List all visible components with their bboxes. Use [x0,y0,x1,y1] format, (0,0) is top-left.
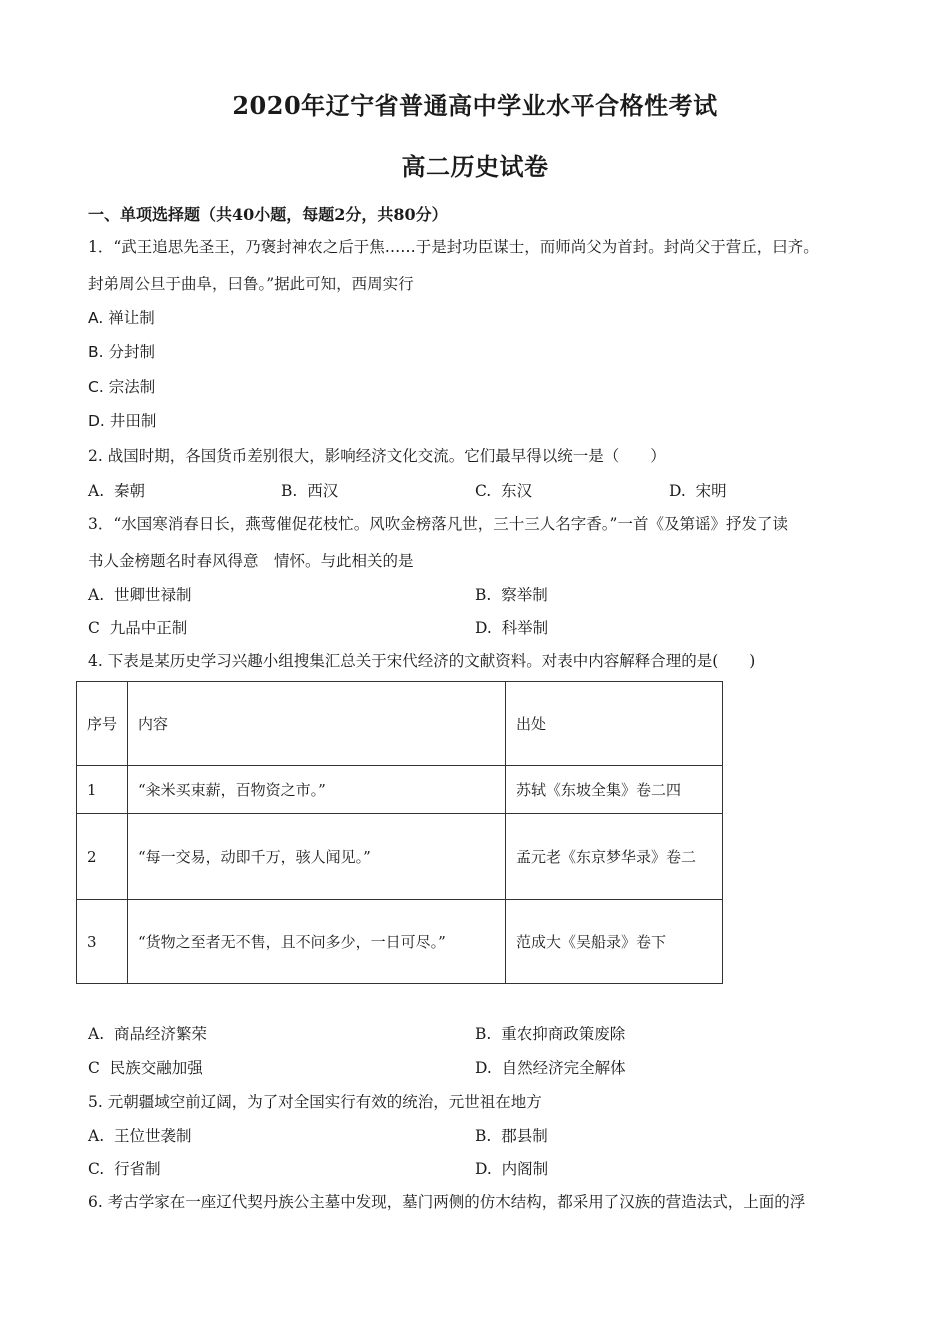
q3-option-d[interactable] [475,616,548,638]
option-text: 行省制 [114,1160,161,1178]
table-header-cell: 序号 [77,682,128,766]
option-label: B. [475,586,492,604]
q2-option-a[interactable] [88,479,145,501]
q2-option-d[interactable] [669,479,727,501]
table-cell: 1 [77,766,128,814]
table-header-cell: 内容 [128,682,506,766]
question-5-text: 5. 元朝疆域空前辽阔，为了对全国实行有效的统治，元世祖在地方 [88,1093,542,1111]
option-label: D. [88,412,105,430]
table-row [77,766,723,814]
option-text: 宗法制 [108,378,156,396]
q3-option-b[interactable] [475,583,548,605]
source-table [76,681,723,984]
table-cell: “货物之至者无不售，且不问多少，一日可尽。” [128,900,506,984]
section-heading: 一、单项选择题（共40小题，每题2分，共80分） [88,205,448,224]
option-text: 宋明 [695,482,727,500]
option-label: D. [475,1059,492,1077]
table-cell: 3 [77,900,128,984]
option-label: B. [475,1127,492,1145]
q5-option-b[interactable] [475,1124,548,1146]
option-text: 井田制 [109,412,157,430]
q4-option-d[interactable] [475,1056,626,1078]
exam-title: 2020年辽宁省普通高中学业水平合格性考试 [232,91,718,120]
option-label: C [88,1059,100,1077]
q1-option-a[interactable] [88,306,155,328]
option-text: 禅让制 [108,309,155,327]
option-label: B. [88,343,104,361]
option-label: A. [88,482,105,500]
option-label: C [88,619,100,637]
option-text: 郡县制 [501,1127,548,1145]
option-text: 世卿世禄制 [113,586,192,604]
option-label: C. [88,1160,105,1178]
table-row [77,814,723,900]
option-text: 自然经济完全解体 [501,1059,626,1077]
option-label: A. [88,1025,105,1043]
option-label: D. [475,1160,492,1178]
option-text: 秦朝 [113,482,145,500]
option-label: A. [88,1127,105,1145]
q5-option-a[interactable] [88,1124,192,1146]
option-label: A. [88,586,105,604]
table-row [77,900,723,984]
option-text: 重农抑商政策废除 [501,1025,626,1043]
option-text: 民族交融加强 [109,1059,203,1077]
question-1-text-cont: 封弟周公旦于曲阜，曰鲁。”据此可知，西周实行 [88,275,414,293]
option-text: 分封制 [108,343,156,361]
table-cell: “籴米买束薪，百物资之市。” [128,766,506,814]
option-label: A. [88,309,104,327]
option-label: C. [88,378,104,396]
option-text: 商品经济繁荣 [113,1025,207,1043]
q4-option-c[interactable] [88,1056,203,1078]
table-cell: 范成大《吴船录》卷下 [506,900,723,984]
table-header-row [77,682,723,766]
table-cell: “每一交易，动即千万，骇人闻见。” [128,814,506,900]
table-cell: 2 [77,814,128,900]
q3-option-c[interactable] [88,616,187,638]
q2-option-b[interactable] [281,479,338,501]
option-text: 九品中正制 [109,619,188,637]
option-label: B. [475,1025,492,1043]
option-label: D. [669,482,686,500]
q5-option-d[interactable] [475,1157,548,1179]
q4-option-a[interactable] [88,1022,207,1044]
option-text: 察举制 [501,586,548,604]
exam-subtitle: 高二历史试卷 [401,152,549,181]
q1-option-c[interactable] [88,375,155,397]
q1-option-b[interactable] [88,340,155,362]
option-text: 王位世袭制 [113,1127,192,1145]
q1-option-d[interactable] [88,409,156,431]
q5-option-c[interactable] [88,1157,161,1179]
option-label: D. [475,619,492,637]
option-label: B. [281,482,298,500]
question-1-text: 1．“武王追思先圣王，乃褒封神农之后于焦……于是封功臣谋士，而师尚父为首封。封尚父于营丘，曰齐。 [88,238,819,256]
question-2-text: 2. 战国时期，各国货币差别很大，影响经济文化交流。它们最早得以统一是（ ） [88,447,666,465]
q3-option-a[interactable] [88,583,192,605]
table-cell: 苏轼《东坡全集》卷二四 [506,766,723,814]
option-label: C. [475,482,492,500]
question-3-text: 3．“水国寒消春日长，燕莺催促花枝忙。风吹金榜落凡世，三十三人名字香。”一首《及第谣》抒发了读 [88,515,788,533]
question-6-text: 6. 考古学家在一座辽代契丹族公主墓中发现，墓门两侧的仿木结构，都采用了汉族的营造法式，上面的浮 [88,1193,806,1211]
table-cell: 孟元老《东京梦华录》卷二 [506,814,723,900]
option-text: 西汉 [307,482,339,500]
question-3-text-cont: 书人金榜题名时春风得意 情怀。与此相关的是 [88,552,414,570]
q4-option-b[interactable] [475,1022,625,1044]
question-4-text: 4. 下表是某历史学习兴趣小组搜集汇总关于宋代经济的文献资料。对表中内容解释合理的是( ) [88,652,756,670]
option-text: 内阁制 [501,1160,549,1178]
option-text: 东汉 [501,482,533,500]
q2-option-c[interactable] [475,479,532,501]
table-header-cell: 出处 [506,682,723,766]
option-text: 科举制 [501,619,549,637]
